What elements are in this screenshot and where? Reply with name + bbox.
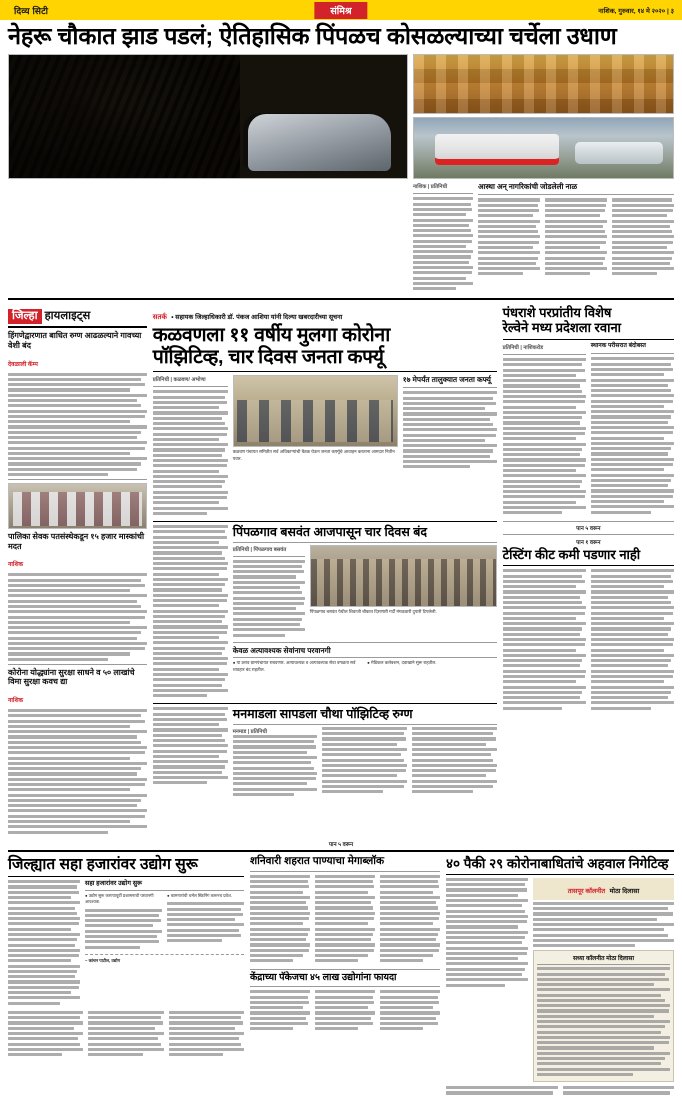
highlight-item[interactable] (8, 331, 147, 476)
highlight-item[interactable] (8, 483, 147, 661)
pimpalgaon-market-photo (310, 545, 497, 607)
railway-continue-note: पान ५ वरून (576, 525, 601, 532)
kalwan-photo-caption: कळवण पंचायत समितीत सर्व अधिकाऱ्यांची बैठक घेऊन जनता कर्फ्यूचे आवाहन करताना आमदार नितीन पवार. (232, 449, 395, 461)
lead-photo-row (0, 54, 682, 179)
water-sub-body (250, 990, 440, 1032)
masthead-dateline: नाशिक, गुरुवार, १४ मे २०२० | ३ (598, 7, 674, 15)
lead-headline: नेहरू चौकात झाड पडलं; ऐतिहासिक पिंपळच कोसळल्याच्या चर्चेला उधाण (8, 23, 617, 49)
highlight-body (8, 573, 147, 661)
industry-bullet: ● कामगारांची थर्मल स्क्रिनिंग करूनच प्रवेश. (167, 893, 244, 951)
manmad-byline: मनमाड | प्रतिनिधी (232, 728, 267, 735)
second-section (0, 300, 682, 835)
pimpalgaon-story[interactable] (233, 525, 497, 699)
faith-story-text (478, 198, 674, 277)
industry-bullet: ● उद्योग सुरू करण्यापूर्वी प्रशासनाची परवानगी आवश्यक. (85, 893, 162, 951)
ambulance-crowd-photo (413, 117, 674, 179)
negative-body-continued (446, 1086, 674, 1096)
main-story-byline: प्रतिनिधी | कळवण/ अभोणा (152, 377, 206, 384)
main-story-body (153, 390, 228, 515)
kalwan-meeting-photo (233, 375, 398, 447)
mask-donation-photo (8, 483, 147, 529)
main-story-side-body (403, 391, 497, 468)
highlight-item[interactable] (8, 668, 147, 834)
highlight-dateline: नाशिक (8, 562, 24, 569)
railway-body-2 (591, 357, 674, 513)
bottom-continue-note: पान ५ वरून (328, 841, 354, 848)
relief-body (533, 902, 674, 947)
lead-story-byline: नाशिक | प्रतिनिधी (413, 184, 448, 191)
main-story-kicker-rest: • सहायक जिल्हाधिकारी डॉ. पंकज आशिया यांनी दिल्या खबरदारीच्या सूचना (171, 314, 343, 322)
pimpalgaon-bullet: ● या ठराव ग्रामपंचायत राबवणार. अत्यावश्यक व अत्यावश्यक सेवा वगळता सर्व व्यवहार बंद राहतील. (232, 659, 356, 672)
pimpalgaon-continued (153, 707, 228, 798)
highlight-heading: पालिका सेवक पतसंस्थेकडून १५ हजार मास्कांची मदत (8, 532, 145, 551)
manmad-body (322, 727, 407, 798)
district-highlights-badge-rest: हायलाइट्स (44, 310, 91, 323)
masthead-publication-label: दिव्य सिटी (14, 5, 49, 16)
lead-story-text (413, 197, 473, 290)
highlight-heading: हिंगणेद्वारणात बाधित रुग्ण आढळल्याने गावच्या वेशी बंद (8, 331, 142, 351)
railway-headline-line2: रेल्वेने मध्य प्रदेशला रवाना (502, 320, 622, 336)
testing-headline: टेस्टिंग कीट कमी पडणार नाही (502, 546, 641, 562)
masthead-section-tag: संमिश्र (314, 2, 367, 19)
relief-strip-rest: मोठा दिलासा (609, 887, 640, 895)
highlight-dateline: नाशिक (8, 698, 24, 705)
masthead-bar (0, 0, 682, 20)
relief-boxed-note (533, 950, 674, 1082)
manmad-story[interactable] (233, 707, 497, 798)
pimpalgaon-byline: प्रतिनिधी | पिंपळगाव बसवंत (232, 546, 287, 553)
industry-subhead: सहा हजारांवर उद्योग सुरू (85, 880, 142, 888)
negative-headline: ४० पैकी २९ कोरोनाबाधितांचे अहवाल निगेटिव्ह (446, 855, 669, 871)
testing-body (591, 569, 674, 712)
railway-headline-line1: पंधराशे परप्रांतीय विशेष (502, 305, 612, 321)
negative-body (446, 878, 528, 1082)
manmad-body (412, 727, 497, 798)
orange-building-photo (413, 54, 674, 114)
highlight-body (8, 373, 147, 476)
industry-story[interactable] (8, 856, 244, 1096)
pimpalgaon-bullet: ● मेडिकल कलेक्शन, दवाखाने सुरू राहतील. (367, 659, 437, 665)
main-story-column (153, 306, 497, 835)
negative-report-story[interactable] (446, 856, 674, 1096)
industry-tagline: – कांचन पाटील, उद्योग (85, 957, 121, 963)
water-body (250, 875, 440, 965)
main-story-continued (153, 525, 228, 699)
relief-strip-red: तासपूर कॉलनीत (567, 887, 606, 895)
manmad-headline: मनमाडला सापडला चौथा पॉझिटिव्ह रुग्ण (232, 707, 413, 722)
testing-continue-note: पान १ वरून (576, 539, 601, 546)
water-sub-headline: केंद्राच्या पॅकेजचा ४५ लाख उद्योगांना फायदा (250, 971, 397, 983)
main-story-kicker: सतर्क (152, 314, 167, 322)
relief-strip (533, 878, 674, 900)
railway-column (503, 306, 674, 835)
industry-body (8, 880, 80, 1007)
water-story[interactable] (250, 856, 440, 1096)
district-highlights-column (8, 306, 147, 835)
highlight-heading: कोरोना योद्ध्यांना सुरक्षा साधने व ५० लाखांचे विमा सुरक्षा कवच द्या (8, 667, 135, 687)
railway-body (503, 358, 586, 514)
main-story-headline-line1: कळवणला ११ वर्षीय मुलगा कोरोना (152, 324, 391, 347)
main-story-headline-line2: पॉझिटिव्ह, चार दिवस जनता कर्फ्यू (152, 345, 384, 368)
testing-body (503, 569, 586, 712)
pimpalgaon-subbox-heading: केवळ अत्यावश्यक सेवांनाच परवानगी (232, 645, 331, 655)
pimpalgaon-photo-caption: पिंपळगाव बसवंत येथील शिवाजी चौकात दिसणारी गर्दी मंगळवारी दुपारी टिपलेली. (309, 608, 437, 614)
pimpalgaon-body (233, 560, 305, 637)
highlight-body (8, 709, 147, 834)
industry-headline: जिल्ह्यात सहा हजारांवर उद्योग सुरू (8, 855, 198, 873)
highlight-dateline: देवळाली कॅम्प (8, 361, 38, 368)
faith-story-heading: आस्था अन् नागरिकांची जोडलेली नाळ (478, 182, 578, 192)
relief-box-heading: सध्या कॉलनीत मोठा दिलासा (572, 956, 635, 963)
water-headline: शनिवारी शहरात पाण्याचा मेगाब्लॉक (250, 854, 385, 867)
district-highlights-badge: जिल्हा (8, 309, 42, 323)
bottom-section (0, 852, 682, 1096)
industry-body-continued (8, 1011, 244, 1059)
main-story-side-heading: १७ मेपर्यंत तालुक्यात जनता कर्फ्यू (402, 375, 491, 385)
railway-subhead: स्थानक परीसरात बंदोबस्त (590, 343, 646, 350)
lead-story-columns (0, 179, 682, 292)
fallen-tree-photo (8, 54, 408, 179)
pimpalgaon-headline: पिंपळगाव बसवंत आजपासून चार दिवस बंद (232, 525, 428, 540)
railway-byline: प्रतिनिधी | नाशिकरोड (502, 345, 544, 352)
